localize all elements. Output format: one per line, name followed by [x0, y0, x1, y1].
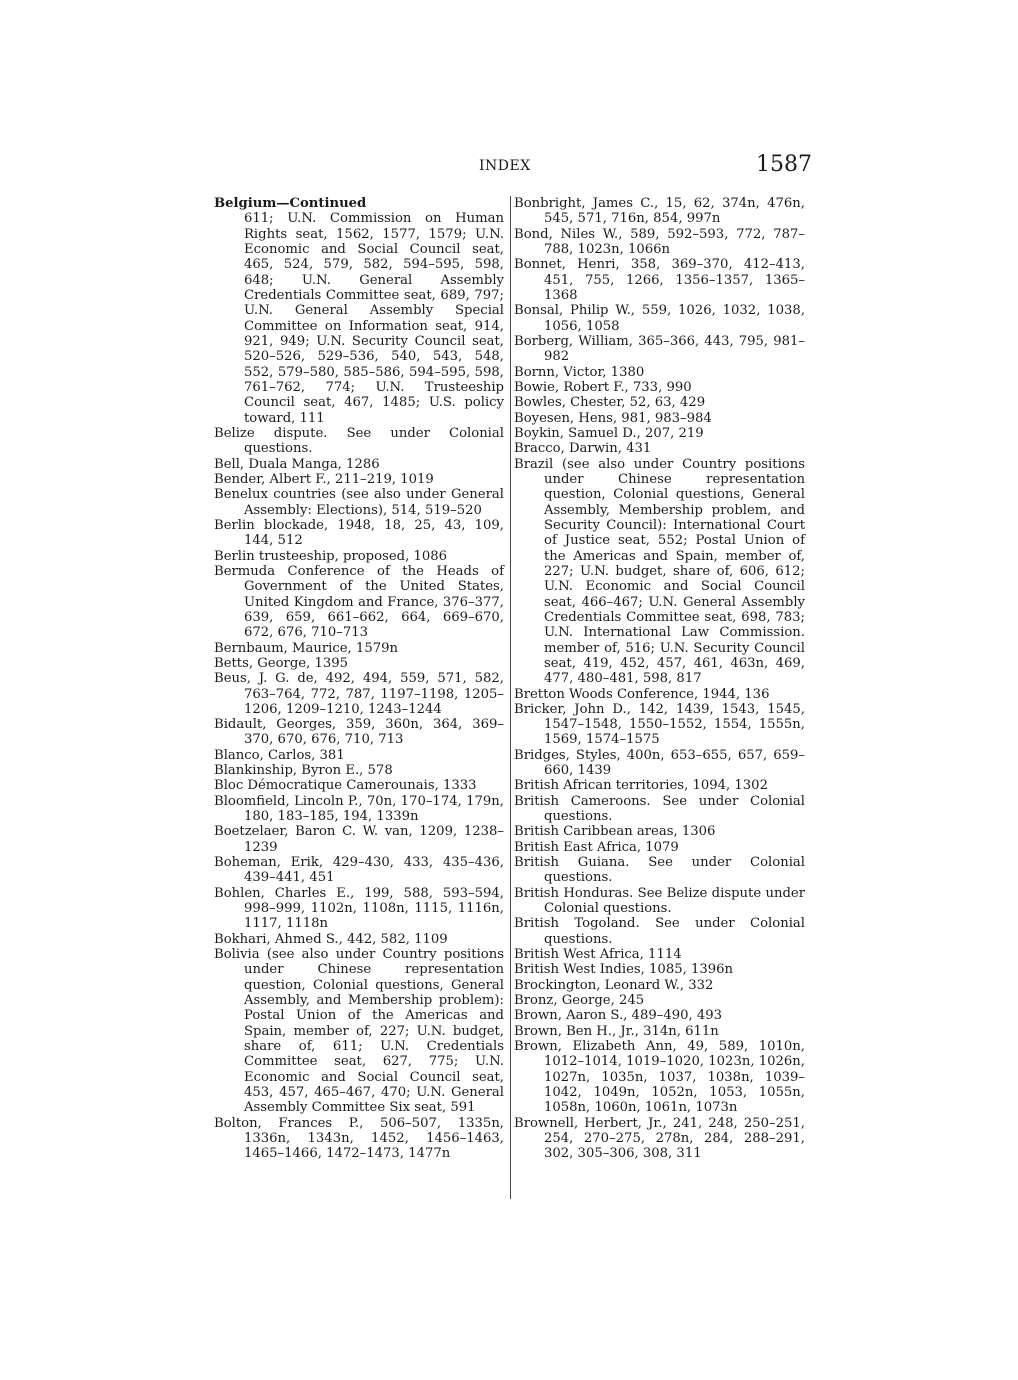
- index-entry: Bowles, Chester, 52, 63, 429: [514, 395, 706, 411]
- index-entry: Bricker, John D., 142, 1439, 1543, 1545, 1547–1548, 1550–1552, 1554, 1555n, 1569, 1574–1575: [514, 701, 805, 748]
- index-entry: Berlin blockade, 1948, 18, 25, 43, 109, 144, 512: [214, 517, 504, 549]
- index-entry: British East Africa, 1079: [514, 839, 679, 855]
- index-entry: British West Indies, 1085, 1396n: [514, 962, 734, 978]
- index-entry: Bernbaum, Maurice, 1579n: [214, 640, 398, 656]
- index-entry: Bretton Woods Conference, 1944, 136: [514, 686, 770, 702]
- index-entry: Blankinship, Byron E., 578: [214, 763, 393, 779]
- running-head: INDEX: [479, 158, 531, 174]
- index-entry: Beus, J. G. de, 492, 494, 559, 571, 582, 763–764, 772, 787, 1197–1198, 1205–1206, 1209–1210, 1243–1244: [214, 671, 504, 717]
- index-entry: Bolton, Frances P., 506–507, 1335n, 1336n, 1343n, 1452, 1456–1463, 1465–1466, 1472–1473, 1477n: [214, 1115, 504, 1162]
- index-entry: Brazil (see also under Country positions under Chinese representation question, Colonial questions, General Assembly, Membership problem, and Security Council): International Court of Justice seat, 552; Postal Union of the Americas and Spain, member of, 227; U.N. budget, share of, 606, 612; U.N. Economic and Social Council seat, 466–467; U.N. General Assembly Credentials Committee seat, 698, 783; U.N. International Law Commission. member of, 516; U.N. Security Council seat, 419, 452, 457, 461, 463n, 469, 477, 480–481, 598, 817: [514, 456, 805, 687]
- index-entry: British Caribbean areas, 1306: [514, 824, 716, 840]
- index-entry: British Guiana. See under Colonial questions.: [514, 855, 805, 886]
- index-entry: British Cameroons. See under Colonial questions.: [514, 793, 805, 825]
- index-entry: Berlin trusteeship, proposed, 1086: [214, 548, 448, 564]
- index-entry: Bonsal, Philip W., 559, 1026, 1032, 1038, 1056, 1058: [514, 303, 805, 334]
- index-entry: 611; U.N. Commission on Human Rights seat, 1562, 1577, 1579; U.N. Economic and Social Council seat, 465, 524, 579, 582, 594–595, 598, 648; U.N. General Assembly Credentials Committee seat, 689, 797; U.N. General Assembly Special Committee on Information seat, 914, 921, 949; U.N. Security Council seat, 520–526, 529–536, 540, 543, 548, 552, 579–580, 585–586, 594–595, 598, 761–762, 774; U.N. Trusteeship Council seat, 467, 1485; U.S. policy toward, 111: [244, 211, 504, 426]
- index-entry: Betts, George, 1395: [214, 655, 349, 671]
- index-entry: Bolivia (see also under Country positions under Chinese representation question, Colonial questions, General Assembly, and Membership problem): Postal Union of the Americas and Spain, member of, 227; U.N. budget, share of, 611; U.N. Credentials Committee seat, 627, 775; U.N. Economic and Social Council seat, 453, 457, 465–467, 470; U.N. General Assembly Committee Six seat, 591: [214, 947, 504, 1116]
- index-column-right: [514, 196, 805, 1162]
- index-heading: Belgium—Continued: [214, 196, 367, 211]
- index-entry: Bloomfield, Lincoln P., 70n, 170–174, 179n, 180, 183–185, 194, 1339n: [214, 793, 504, 825]
- index-entry: British Togoland. See under Colonial questions.: [514, 916, 805, 947]
- index-entry: Brown, Ben H., Jr., 314n, 611n: [514, 1023, 719, 1039]
- index-entry: Brockington, Leonard W., 332: [514, 977, 714, 993]
- index-entry: British Honduras. See Belize dispute under Colonial questions.: [514, 885, 805, 917]
- index-entry: Bond, Niles W., 589, 592–593, 772, 787–788, 1023n, 1066n: [514, 226, 805, 257]
- page-number: 1587: [756, 152, 812, 177]
- index-entry: Bonnet, Henri, 358, 369–370, 412–413, 451, 755, 1266, 1356–1357, 1365–1368: [514, 257, 805, 303]
- index-entry: Boykin, Samuel D., 207, 219: [514, 425, 704, 441]
- index-entry: Bender, Albert F., 211–219, 1019: [214, 471, 434, 487]
- index-entry: Bowie, Robert F., 733, 990: [514, 379, 692, 395]
- index-entry: Bokhari, Ahmed S., 442, 582, 1109: [214, 931, 448, 947]
- index-entry: Bracco, Darwin, 431: [514, 441, 652, 457]
- page-header: [212, 152, 812, 192]
- index-entry: Boyesen, Hens, 981, 983–984: [514, 410, 712, 426]
- index-entry: Brownell, Herbert, Jr., 241, 248, 250–251, 254, 270–275, 278n, 284, 288–291, 302, 305–306, 308, 311: [514, 1115, 805, 1162]
- index-entry: Bridges, Styles, 400n, 653–655, 657, 659–660, 1439: [514, 747, 805, 779]
- index-entry: Bell, Duala Manga, 1286: [214, 456, 380, 472]
- index-entry: Benelux countries (see also under General Assembly: Elections), 514, 519–520: [214, 487, 504, 518]
- index-entry: Bornn, Victor, 1380: [514, 364, 645, 380]
- index-entry: Bermuda Conference of the Heads of Government of the United States, United Kingdom and France, 376–377, 639, 659, 661–662, 664, 669–670, 672, 676, 710–713: [214, 563, 504, 641]
- index-entry: British African territories, 1094, 1302: [514, 778, 768, 794]
- index-entry: Bronz, George, 245: [514, 993, 645, 1009]
- index-entry: Boheman, Erik, 429–430, 433, 435–436, 439–441, 451: [214, 855, 504, 886]
- index-entry: Blanco, Carlos, 381: [214, 747, 345, 763]
- index-entry: Bonbright, James C., 15, 62, 374n, 476n, 545, 571, 716n, 854, 997n: [514, 196, 805, 227]
- index-column-left: [214, 196, 504, 1162]
- index-entry: Boetzelaer, Baron C. W. van, 1209, 1238–1239: [214, 824, 504, 855]
- index-entry: Borberg, William, 365–366, 443, 795, 981–982: [514, 333, 805, 365]
- index-entry: Brown, Elizabeth Ann, 49, 589, 1010n, 1012–1014, 1019–1020, 1023n, 1026n, 1027n, 1035n, 1037, 1038n, 1039–1042, 1049n, 1052n, 1053, 1055n, 1058n, 1060n, 1061n, 1073n: [514, 1039, 805, 1116]
- index-entry: Brown, Aaron S., 489–490, 493: [514, 1008, 723, 1024]
- index-entry: British West Africa, 1114: [514, 947, 682, 963]
- index-entry: Bohlen, Charles E., 199, 588, 593–594, 998–999, 1102n, 1108n, 1115, 1116n, 1117, 1118n: [214, 885, 504, 932]
- index-entry: Belize dispute. See under Colonial questions.: [214, 425, 504, 457]
- index-entry: Bloc Démocratique Camerounais, 1333: [214, 778, 477, 794]
- column-divider: [510, 196, 511, 1199]
- index-entry: Bidault, Georges, 359, 360n, 364, 369–370, 670, 676, 710, 713: [214, 717, 504, 748]
